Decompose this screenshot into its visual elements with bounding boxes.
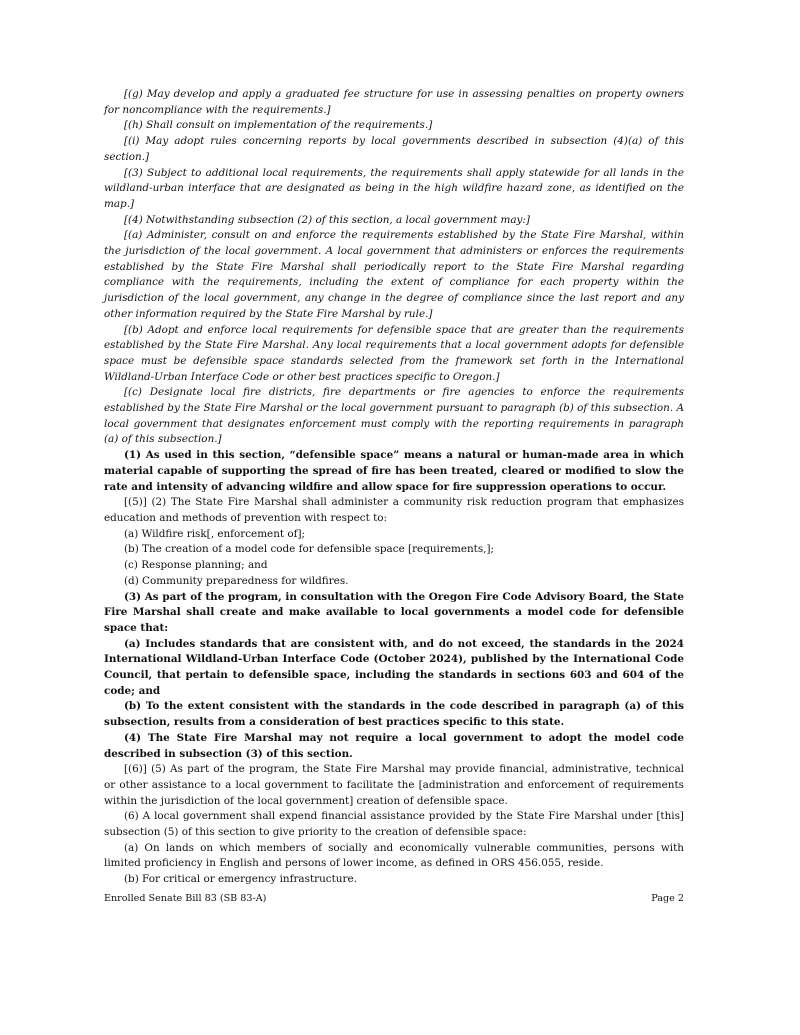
list-item-a: (a) Wildfire risk[, enforcement of]; — [124, 527, 306, 540]
paragraph-3-model-code: (3) As part of the program, in consultation with the Oregon Fire Code Advisory Board, the State Fire Marshal shall create and make available to local governments a model code for defensible space that: — [104, 590, 684, 634]
paragraph-3-deleted: [(3) Subject to additional local requirements, the requirements shall apply statewide for all lands in the wildland-urban interface that are designated as being in the high wildfire hazard zone, as identified on the map.] — [104, 166, 684, 210]
paragraph-5-assistance: [(6)] (5) As part of the program, the State Fire Marshal may provide financial, administrative, technical or other assistance to a local government to facilitate the [administration and enforcement of requirements within the jurisdiction of the local government] creation of defensible space. — [104, 763, 684, 807]
list-item-c: (c) Response planning; and — [124, 559, 268, 572]
paragraph-6a: (a) On lands on which members of socially and economically vulnerable communities, persons with limited proficiency in English and persons of lower income, as defined in ORS 456.055, reside. — [104, 841, 684, 870]
page-footer — [104, 893, 684, 904]
paragraph-2-program: [(5)] (2) The State Fire Marshal shall administer a community risk reduction program that emphasizes education and methods of prevention with respect to: — [104, 496, 684, 524]
list-item-d: (d) Community preparedness for wildfires. — [124, 574, 349, 587]
paragraph-4a-deleted: [(a) Administer, consult on and enforce the requirements established by the State Fire Marshal, within the jurisdiction of the local government. A local government that administers or enforces the requirements established by the State Fire Marshal shall periodically report to the State Fire Marshal regarding compliance with the requirements, including the extent of compliance for each property within the jurisdiction of the local government, any change in the degree of compliance since the last report and any other information required by the State Fire Marshal by rule.] — [104, 229, 684, 320]
paragraph-4b-deleted: [(b) Adopt and enforce local requirements for defensible space that are greater than the requirements established by the State Fire Marshal. Any local requirements that a local government adopts for defensible space must be defensible space standards selected from the framework set forth in the International Wildland-Urban Interface Code or other best practices specific to Oregon.] — [104, 323, 684, 383]
paragraph-4c-deleted: [(c) Designate local fire districts, fire departments or fire agencies to enforce the requirements established by the State Fire Marshal or the local government pursuant to paragraph (b) of this subsection. A local government that designates enforcement must comply with the reporting requirements in paragraph (a) of this subsection.] — [104, 386, 684, 446]
paragraph-4-deleted: [(4) Notwithstanding subsection (2) of this section, a local government may:] — [124, 213, 530, 226]
paragraph-6b: (b) For critical or emergency infrastructure. — [124, 873, 357, 886]
paragraph-3a: (a) Includes standards that are consistent with, and do not exceed, the standards in the 2024 International Wildland-Urban Interface Code (October 2024), published by the International Code Council, that pertain to defensible space, including the standards in sections 603 and 604 of the code; and — [104, 637, 684, 697]
paragraph-i: [(i) May adopt rules concerning reports by local governments described in subsection (4)(a) of this section.] — [104, 135, 684, 163]
bill-name: Enrolled Senate Bill 83 (SB 83-A) — [104, 893, 267, 904]
page-number: Page 2 — [651, 893, 684, 904]
paragraph-4-no-requirement: (4) The State Fire Marshal may not require a local government to adopt the model code described in subsection (3) of this section. — [104, 731, 684, 760]
bill-text — [104, 87, 684, 888]
list-item-b: (b) The creation of a model code for defensible space [requirements,]; — [124, 543, 495, 556]
paragraph-h: [(h) Shall consult on implementation of the requirements.] — [124, 119, 433, 132]
paragraph-6-priority: (6) A local government shall expend financial assistance provided by the State Fire Marshal under [this] subsection (5) of this section to give priority to the creation of defensible space: — [104, 810, 684, 839]
paragraph-3b: (b) To the extent consistent with the standards in the code described in paragraph (a) of this subsection, results from a consideration of best practices specific to this state. — [104, 700, 684, 729]
paragraph-g: [(g) May develop and apply a graduated fee structure for use in assessing penalties on property owners for noncompliance with the requirements.] — [104, 88, 684, 116]
paragraph-1-definition: (1) As used in this section, “defensible space” means a natural or human-made area in which material capable of supporting the spread of fire has been treated, cleared or modified to slow the rate and intensity of advancing wildfire and allow space for fire suppression operations to occur. — [104, 449, 684, 493]
